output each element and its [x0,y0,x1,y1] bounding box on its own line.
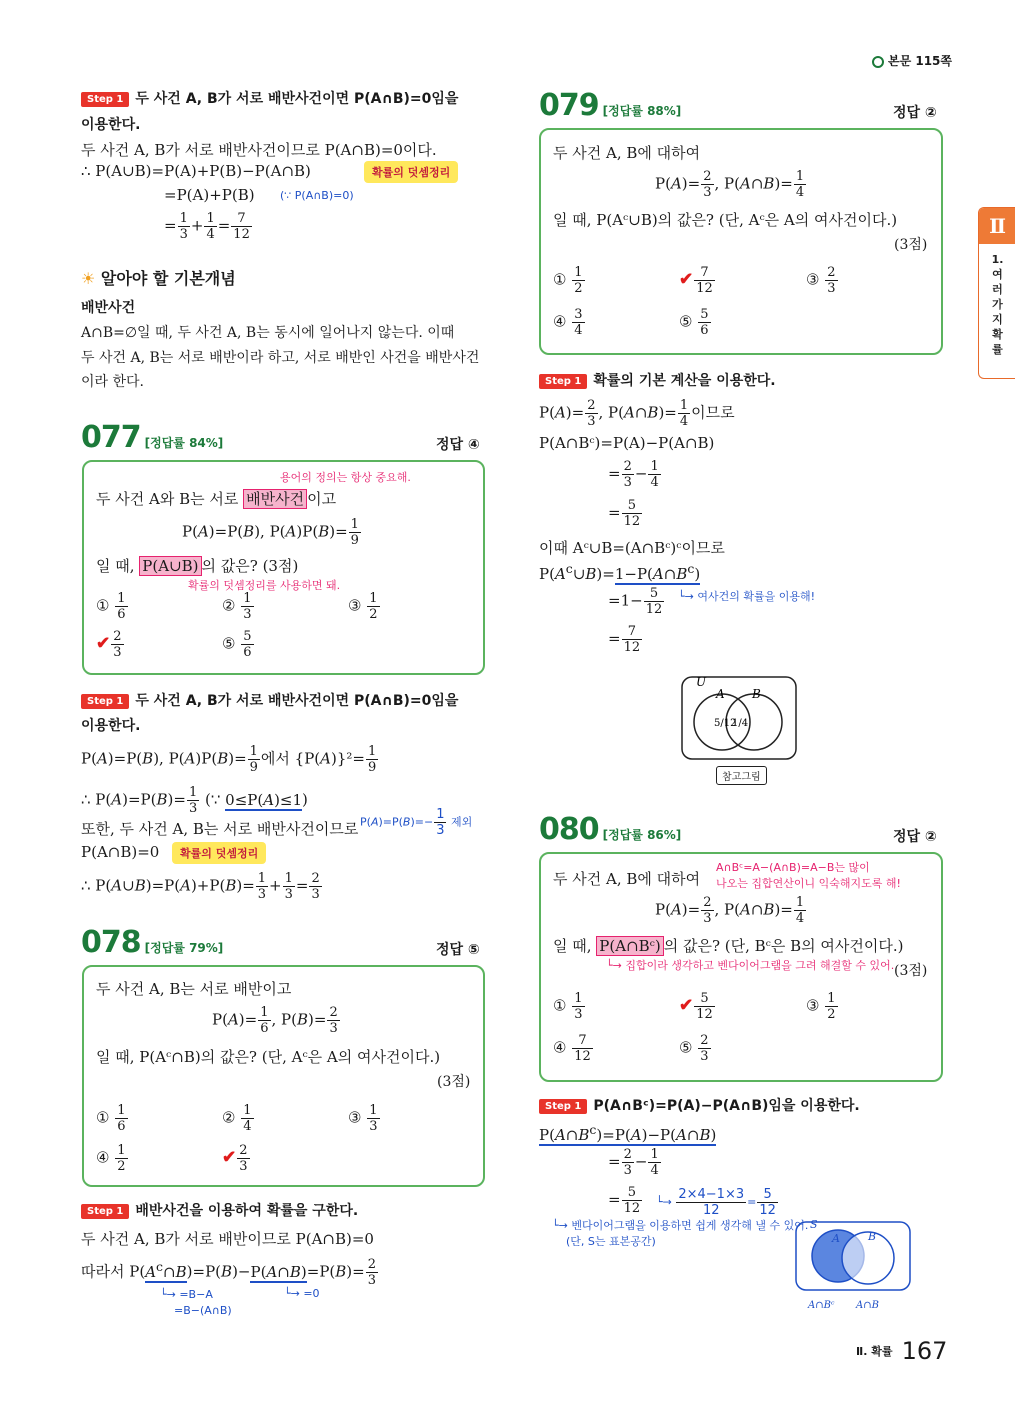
q077-sol5: ∴ P(A∪B)=P(A)+P(B)= $\frac{1}{3}$ + $\frac{1}{3}$ = $\frac{2}{3}$ [81,871,320,902]
q078-line2: P(A)= $\frac{1}{6}$ , P(B)= $\frac{2}{3}$ [212,1005,338,1036]
q080-note2: └→ 집합이라 생각하고 벤다이어그램을 그려 해결할 수 있어. [606,959,895,972]
q078-points: (3점) [437,1074,471,1090]
footer [856,1337,947,1365]
q080-line3: 일 때, P(A∩Bᶜ) 의 값은? (단, Bᶜ은 B의 여사건이다.) [553,937,904,955]
concept-p3: 이라 한다. [81,374,144,390]
venn-value-mid: 1/4 [732,718,749,729]
page-number: 167 [901,1337,948,1365]
concept-p1: A∩B=∅일 때, 두 사건 A, B는 동시에 일어나지 않는다. 이때 [81,325,455,341]
concept-p2: 두 사건 A, B는 서로 배반이라 하고, 서로 배반인 사건을 배반사건 [81,350,480,366]
step-badge: Step 1 [81,92,129,107]
q078-sol1: 두 사건 A, B가 서로 배반이므로 P(A∩B)=0 [81,1230,374,1248]
q080-sol3: = $\frac{5}{12}$ [608,1185,641,1216]
venn-label-a-and-b: A∩B [856,1300,879,1311]
step-079: Step 1 확률의 기본 계산을 이용한다. [539,370,776,390]
s076-line3: =P(A)+P(B) [164,186,255,204]
s076-line3-note: (∵ P(A∩B)=0) [280,189,354,202]
s076-line2: ∴ P(A∪B)=P(A)+P(B)−P(A∩B) [81,162,311,180]
venn-value-left: 5/12 [714,718,737,729]
q080-sol3-note: └→ $\frac{2\times 4-1\times 3}{12}$ = $\frac{5}{12}$ [656,1187,776,1218]
lightbulb-icon: ☀ [81,269,96,288]
step-076: Step 1 두 사건 A, B가 서로 배반사건이면 P(A∩B)=0임을 [81,88,458,108]
s076-line1: 두 사건 A, B가 서로 배반사건이므로 P(A∩B)=0이다. [81,141,437,159]
q079-line2: P(A)= $\frac{2}{3}$ , P(A∩B)= $\frac{1}{4}$ [655,169,805,200]
q080-note1: A∩Bᶜ=A−(A∩B)=A−B는 많이 나오는 집합연산이니 익숙해지도록 해! [716,861,901,890]
q079-option-5[interactable]: ⑤ $\frac{5}{6}$ [679,307,709,338]
q080-line2: P(A)= $\frac{2}{3}$ , P(A∩B)= $\frac{1}{4}$ [655,895,805,926]
q078-option-3[interactable]: ③ $\frac{1}{3}$ [348,1103,378,1134]
q080-option-5[interactable]: ⑤ $\frac{2}{3}$ [679,1033,709,1064]
q077-number: 077 [81,420,141,455]
q079-points: (3점) [894,237,928,253]
step-077-cont: 이용한다. [81,718,141,734]
chapter-title: 1. 여러 가지 확률 [991,253,1004,356]
q079-option-1[interactable]: ① $\frac{1}{2}$ [553,265,583,296]
check-icon: ✔ [222,1147,237,1168]
q079-sol7: =1− $\frac{5}{12}$ [608,586,663,617]
q078-option-5[interactable]: ✔ $\frac{2}{3}$ [222,1143,248,1174]
q079-line3: 일 때, P(Aᶜ∪B)의 값은? (단, Aᶜ은 A의 여사건이다.) [553,211,898,229]
check-icon: ✔ [96,633,111,654]
q077-sol2: ∴ P(A)=P(B)= $\frac{1}{3}$ (∵ 0≤P(A)≤1) [81,785,308,816]
q077-line1: 두 사건 A와 B는 서로 배반사건 이고 [96,490,337,508]
q079-sol7-note: └→ 여사건의 확률을 이용해! [678,590,816,603]
q077-option-5[interactable]: ⑤ $\frac{5}{6}$ [222,629,252,660]
q080-answer: 정답 ② [893,829,937,845]
q079-sol2: P(A∩Bᶜ)=P(A)−P(A∩B) [539,434,715,452]
q077-sol1: P(A)=P(B), P(A)P(B)= $\frac{1}{9}$ 에서 {P(A)}²= $\frac{1}{9}$ [81,744,377,775]
venn-label-a-not-b: A∩Bᶜ [808,1300,835,1311]
q079-option-4[interactable]: ④ $\frac{3}{4}$ [553,307,583,338]
s076-line4: = $\frac{1}{3}$ + $\frac{1}{4}$ = $\frac{7}{12}$ [164,211,250,242]
q077-option-3[interactable]: ③ $\frac{1}{2}$ [348,591,378,622]
q077-rate: [정답률 84%] [144,436,224,450]
q079-sol6: $P(A^c\cup B)=1-P(A\cap B^c)$ [539,561,701,583]
q080-option-2[interactable]: ✔ $\frac{5}{12}$ [679,991,713,1022]
q078-note3: └→ =0 [284,1287,320,1300]
q080-option-4[interactable]: ④ $\frac{7}{12}$ [553,1033,591,1064]
q077-option-1[interactable]: ① $\frac{1}{6}$ [96,591,126,622]
page-ref: 본문 115쪽 [872,52,952,69]
venn-label-s: S [810,1218,818,1231]
q080-line1: 두 사건 A, B에 대하여 [553,870,701,888]
chapter-tab [978,207,1015,379]
q080-option-3[interactable]: ③ $\frac{1}{2}$ [806,991,836,1022]
venn-label-a: A [716,687,725,701]
step-077: Step 1 두 사건 A, B가 서로 배반사건이면 P(A∩B)=0임을 [81,690,458,710]
q079-answer: 정답 ② [893,105,937,121]
s076-pill: 확률의 덧셈정리 [364,161,458,183]
q077-sol3: 또한, 두 사건 A, B는 서로 배반사건이므로 [81,820,359,838]
q080-points: (3점) [894,963,928,979]
q077-line3: 일 때, P(A∪B) 의 값은? (3점) [96,557,299,575]
q078-sol2: 따라서 $P(A^c\cap B)=P(B)-P(A\cap B)=P(B)=$ $\frac{2}{3}$ [81,1257,376,1288]
venn-label-b: B [868,1230,877,1243]
q080-header: 080 [정답률 86%] [539,812,682,847]
q077-pill: 확률의 덧셈정리 [172,842,266,864]
q080-venn-diagram [794,1218,914,1312]
q077-option-4[interactable]: ✔ $\frac{2}{3}$ [96,629,122,660]
concept-title: ☀ 알아야 할 기본개념 [81,269,236,288]
q077-header [81,420,223,455]
q080-note3: └→ 벤다이어그램을 이용하면 쉽게 생각해 낼 수 있어. (단, S는 표본공간) [552,1219,809,1248]
q078-option-1[interactable]: ① $\frac{1}{6}$ [96,1103,126,1134]
q078-option-4[interactable]: ④ $\frac{1}{2}$ [96,1143,126,1174]
check-icon: ✔ [679,269,694,290]
step-080: Step 1 P(A∩Bᶜ)=P(A)−P(A∩B)임을 이용한다. [539,1095,860,1115]
q077-sol4: P(A∩B)=0 [81,843,160,861]
q077-note2: 확률의 덧셈정리를 사용하면 돼. [188,579,341,592]
q078-note1: └→ =B−A =B−(A∩B) [160,1288,232,1317]
q078-header: 078 [정답률 79%] [81,925,224,960]
venn-label-b: B [752,687,761,701]
q080-sol1: $P(A\cap B^c)=P(A)-P(A\cap B)$ [539,1122,717,1144]
q077-note1: 용어의 정의는 항상 중요해. [280,471,411,484]
q079-sol1: P(A)= $\frac{2}{3}$ , P(A∩B)= $\frac{1}{4}$ 이므로 [539,398,735,429]
venn-label-u: U [696,675,707,689]
q079-line1: 두 사건 A, B에 대하여 [553,144,701,162]
q079-sol8: = $\frac{7}{12}$ [608,624,641,655]
q078-answer: 정답 ⑤ [436,942,480,958]
q077-sol2-note: P(A)=P(B)=− $\frac{1}{3}$ 제외 [360,807,473,838]
q079-option-3[interactable]: ③ $\frac{2}{3}$ [806,265,836,296]
q079-sol5: 이때 Aᶜ∪B=(A∩Bᶜ)ᶜ이므로 [539,539,725,557]
circle-icon [872,56,884,68]
q077-option-2[interactable]: ② $\frac{1}{3}$ [222,591,252,622]
footer-label: Ⅱ. 확률 [856,1345,893,1358]
q080-sol2: = $\frac{2}{3}$ − $\frac{1}{4}$ [608,1147,659,1178]
chapter-roman: Ⅱ [979,208,1015,244]
q079-header: 079 [정답률 88%] [539,88,682,123]
q079-sol4: = $\frac{5}{12}$ [608,498,641,529]
concept-sub: 배반사건 [81,300,136,316]
q079-sol3: = $\frac{2}{3}$ − $\frac{1}{4}$ [608,459,659,490]
q080-option-1[interactable]: ① $\frac{1}{3}$ [553,991,583,1022]
q079-venn-diagram [680,674,800,764]
q077-line2: P(A)=P(B), P(A)P(B)= $\frac{1}{9}$ [182,517,359,548]
check-icon: ✔ [679,995,694,1016]
q078-line1: 두 사건 A, B는 서로 배반이고 [96,980,292,998]
step-078: Step 1 배반사건을 이용하여 확률을 구한다. [81,1200,358,1220]
q078-line3: 일 때, P(Aᶜ∩B)의 값은? (단, Aᶜ은 A의 여사건이다.) [96,1048,441,1066]
q079-caption: 참고그림 [716,766,767,785]
q078-option-2[interactable]: ② $\frac{1}{4}$ [222,1103,252,1134]
step-076-cont: 이용한다. [81,117,141,133]
venn-label-a: A [832,1232,840,1245]
q077-answer: 정답 ④ [436,437,480,453]
q079-option-2[interactable]: ✔ $\frac{7}{12}$ [679,265,713,296]
